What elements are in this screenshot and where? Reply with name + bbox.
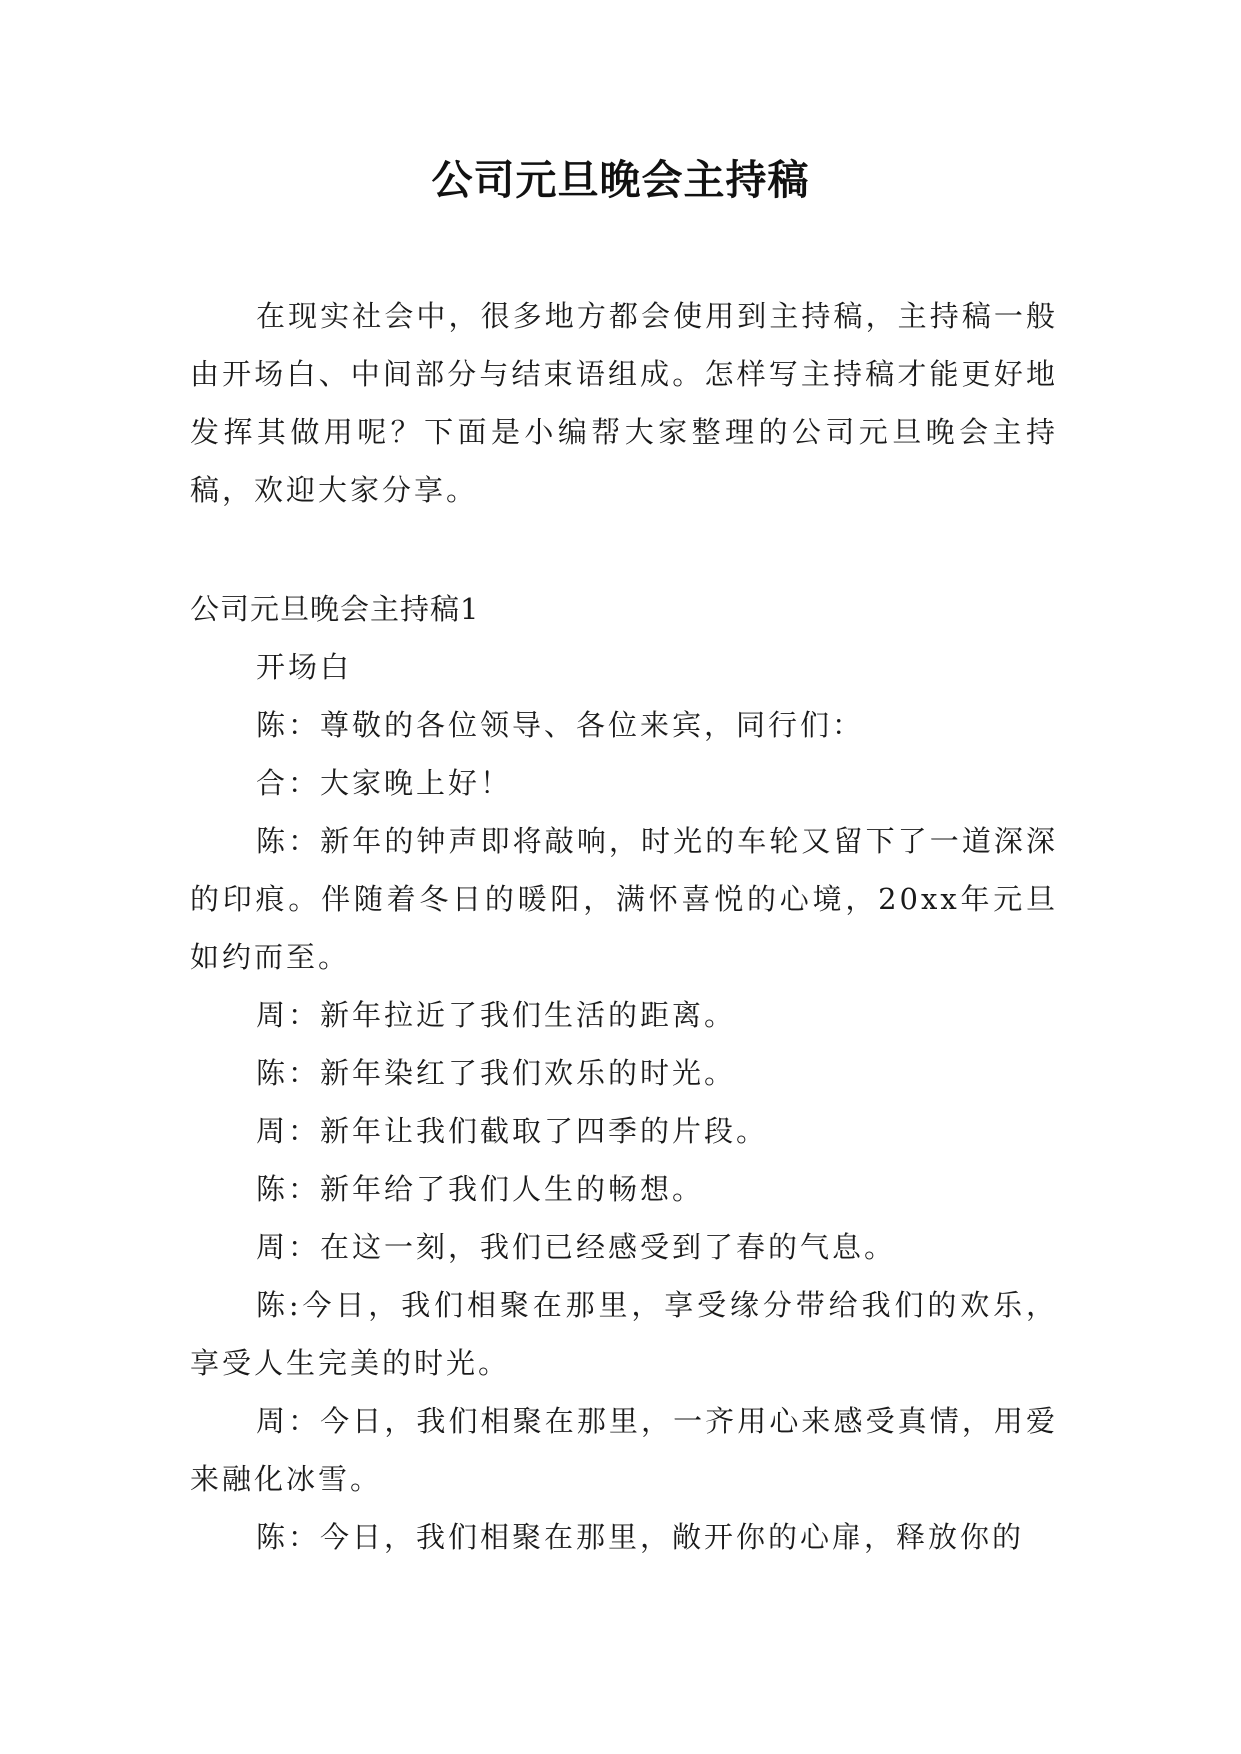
paragraph: 陈：今日，我们相聚在那里，敞开你的心扉，释放你的 <box>256 1520 1025 1554</box>
paragraph: 周：新年让我们截取了四季的片段。 <box>256 1114 769 1148</box>
paragraph: 合：大家晚上好！ <box>256 766 513 800</box>
paragraph: 陈：新年的钟声即将敲响，时光的车轮又留下了一道深深的印痕。伴随着冬日的暖阳，满怀喜悦的心境，20xx年元旦如约而至。 <box>190 824 1058 974</box>
paragraph: 周：今日，我们相聚在那里，一齐用心来感受真情，用爱来融化冰雪。 <box>190 1404 1058 1496</box>
paragraph: 陈：新年染红了我们欢乐的时光。 <box>256 1056 737 1090</box>
document-title: 公司元旦晚会主持稿 <box>431 156 810 204</box>
paragraph: 陈:今日，我们相聚在那里，享受缘分带给我们的欢乐，享受人生完美的时光。 <box>190 1288 1058 1380</box>
intro-paragraph: 在现实社会中，很多地方都会使用到主持稿，主持稿一般由开场白、中间部分与结束语组成。怎样写主持稿才能更好地发挥其做用呢？下面是小编帮大家整理的公司元旦晚会主持稿，欢迎大家分享。 <box>190 299 1058 507</box>
paragraph: 陈：尊敬的各位领导、各位来宾，同行们： <box>256 708 865 742</box>
paragraph: 周：新年拉近了我们生活的距离。 <box>256 998 737 1032</box>
intro-block <box>190 287 1058 519</box>
paragraph: 开场白 <box>256 650 353 684</box>
section-block <box>190 580 1058 1566</box>
section-heading: 公司元旦晚会主持稿1 <box>190 592 480 626</box>
paragraph: 陈：新年给了我们人生的畅想。 <box>256 1172 705 1206</box>
paragraph: 周：在这一刻，我们已经感受到了春的气息。 <box>256 1230 897 1264</box>
